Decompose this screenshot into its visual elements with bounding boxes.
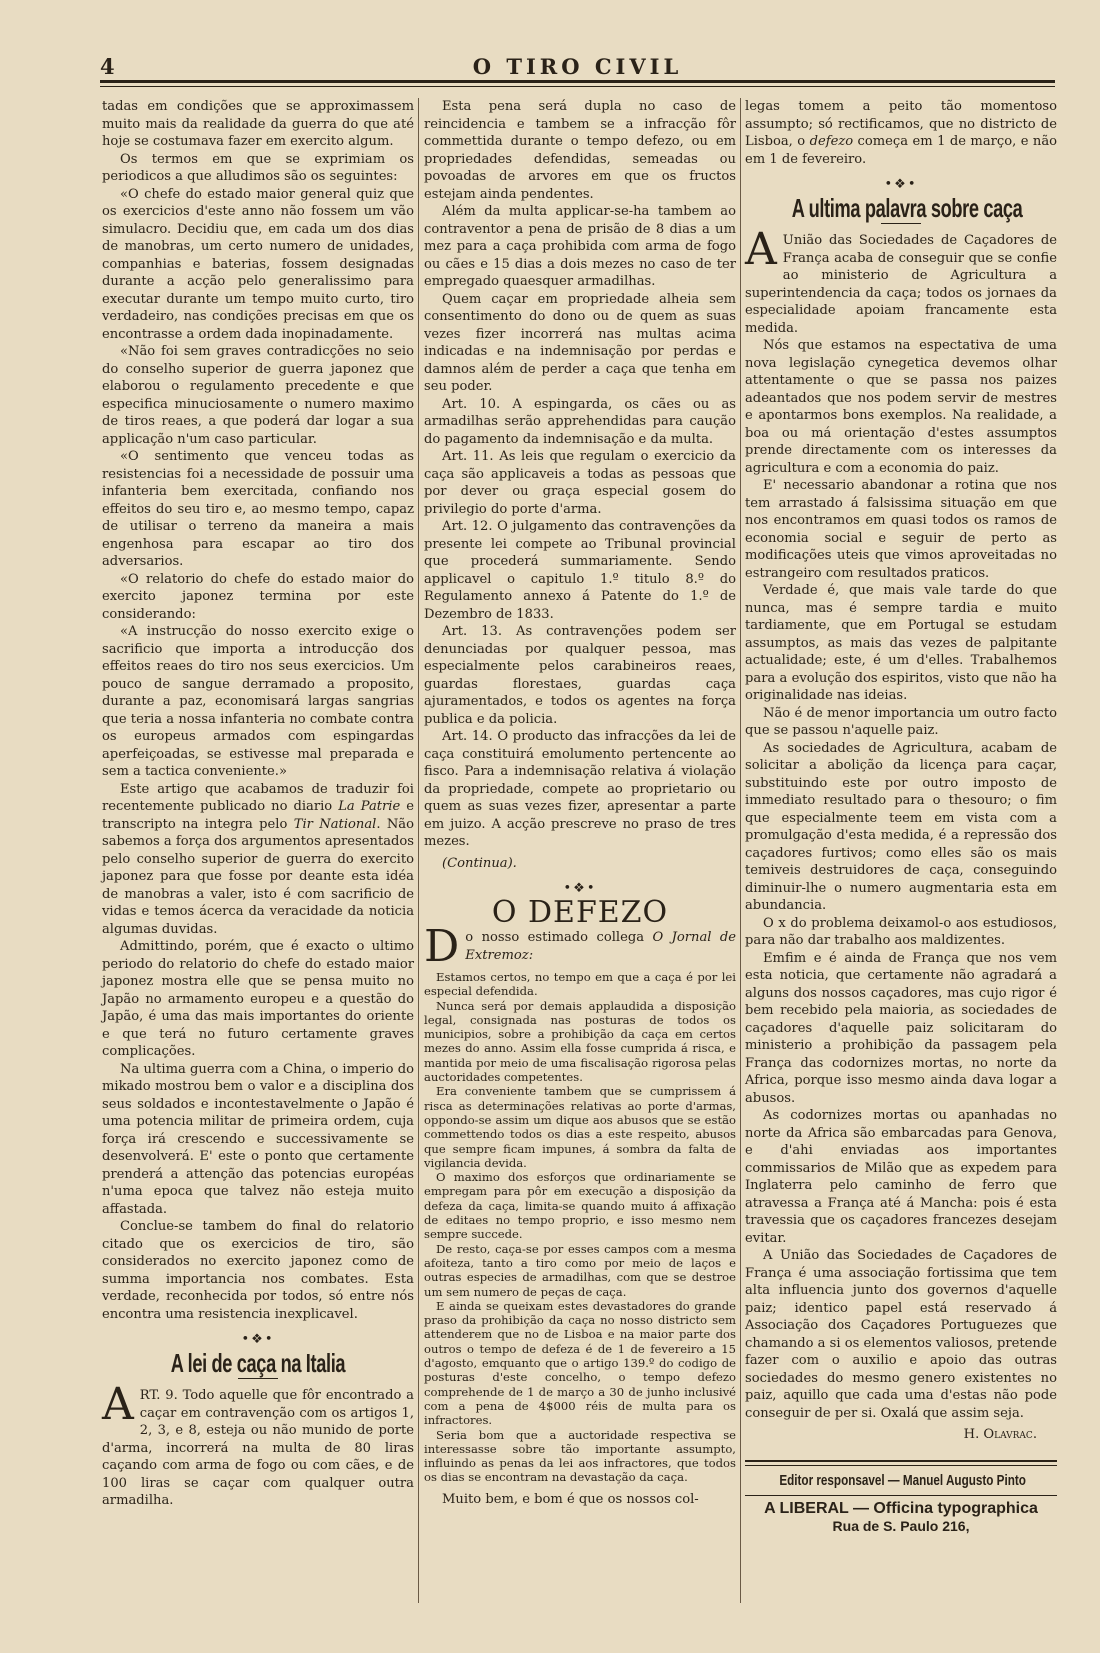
quoted-article bbox=[424, 970, 736, 1485]
paragraph: Admittindo, porém, que é exacto o ultimo periodo do relatorio do chefe do estado maior japonez mostra elle que se pensa muito no Japão no armamento europeu e a questão do Japão, é uma das mais importantes do oriente e que terá no futuro certamente graves complicações. bbox=[102, 939, 414, 1059]
paragraph: E' necessario abandonar a rotina que nos tem arrastado á falsissima situação em que nos encontramos em quasi todos os ramos de economia social e seguir de perto as modificações uteis que vimos aproveitadas no estrangeiro com resultados praticos. bbox=[745, 478, 1057, 581]
text: Este artigo que acabamos de traduzir foi recentemente publicado no diario bbox=[102, 781, 414, 814]
drop-cap: D bbox=[424, 921, 460, 972]
paragraph: O x do problema deixamol-o aos estudiosos, para não dar trabalho aos maldizentes. bbox=[745, 915, 1057, 948]
text: União das Sociedades de Caçadores de França acaba de conseguir que se confie ao ministerio de Agricultura a superintendencia da caça; todos os jornaes da especialidade apoiam francamente esta medida. bbox=[745, 233, 1057, 336]
paragraph: «O relatorio do chefe do estado maior do exercito japonez termina por este considerando: bbox=[102, 571, 414, 622]
title-rule bbox=[881, 223, 921, 224]
publication-name: O Jornal de Extremoz: bbox=[465, 930, 736, 963]
title-rule bbox=[238, 1378, 278, 1379]
article-9 bbox=[102, 1379, 414, 1510]
page-header bbox=[100, 52, 1055, 82]
paragraph: As sociedades de Agricultura, acabam de solicitar a abolição da licença para caçar, substituindo este por outro imposto de immediato resultado para o thesouro; o fim que especialmente teem em vista com a promulgação d'esta medida, é a repressão dos caçadores furtivos; como elles são os mais temiveis destruidores de caça, conseguindo diminuir-lhe o numero augmentaria esta em abundancia. bbox=[745, 740, 1057, 913]
paragraph: Art. 13. As contravenções podem ser denunciadas por qualquer pessoa, mas especialmente pelos carabineiros reaes, guardas florestaes, guardas caça ajuramentados, e todos os agentes na força publica e da policia. bbox=[424, 624, 736, 727]
printer-line: A LIBERAL — Officina typographica bbox=[764, 1500, 1038, 1517]
paragraph: Esta pena será dupla no caso de reincidencia e tambem se a infracção fôr commettida durante o tempo defezo, ou em propriedades defendidas, semeadas ou povoadas de arvores em que os fructos estejam ainda pendentes. bbox=[424, 99, 736, 202]
page-number: 4 bbox=[100, 54, 115, 79]
paragraph: Quem caçar em propriedade alheia sem consentimento do dono ou de quem as suas vezes fizer incorrerá nas multas acima indicadas e na indemnisação por perdas e damnos além de perder a caça que tenha em seu poder. bbox=[424, 291, 736, 394]
drop-cap: A bbox=[745, 224, 777, 275]
text: . Não sabemos a força dos argumentos apresentados pelo conselho superior de guerra do exercito japonez para que fosse por deante esta idéa de manobras a valer, isto é com sacrificio de vidas e temos ácerca da veracidade da noticia algumas duvidas. bbox=[102, 816, 414, 937]
column-1 bbox=[102, 98, 414, 1510]
paragraph: tadas em condições que se approximassem muito mais da realidade da guerra do que até hoje se costumava fazer em exercito algum. bbox=[102, 99, 414, 149]
ornament-divider: •❖• bbox=[884, 177, 918, 192]
paragraph: Não é de menor importancia um outro facto que se passou n'aquelle paiz. bbox=[745, 705, 1057, 738]
column-divider-2 bbox=[740, 98, 741, 1603]
paragraph: Nós que estamos na espectativa de uma nova legislação cynegetica devemos olhar attentamente o que se passa nos paizes adeantados que nos podem servir de mestres e apontarmos bons exemplos. Na realidade, a boa ou má orientação d'estes assumptos prende directamente com os interesses da agricultura e com a economia do paiz. bbox=[745, 338, 1057, 476]
paragraph: Verdade é, que mais vale tarde do que nunca, mas é sempre tardia e muito tardiamente, que em Portugal se estudam assumptos, as mais das vezes de palpitante actualidade; este, é um d'elles. Trabalhemos para a evolução dos espiritos, visto que não ha originalidade nas ideias. bbox=[745, 583, 1057, 703]
column-3 bbox=[745, 98, 1057, 1535]
emphasis: defezo bbox=[809, 134, 854, 149]
header-rule-thin bbox=[100, 86, 1055, 87]
paragraph: O maximo dos esforços que ordinariamente se empregam para pôr em execução a disposição da defeza da caça, limita-se quando muito á affixação de editaes no tempo proprio, e isso mesmo nem sempre succede. bbox=[424, 1170, 736, 1242]
ornament-divider: •❖• bbox=[241, 1332, 275, 1347]
drop-cap: A bbox=[102, 1379, 134, 1430]
paragraph bbox=[102, 781, 414, 939]
paragraph: Na ultima guerra com a China, o imperio do mikado mostrou bem o valor e a disciplina dos seus soldados e incontestavelmente o Japão é uma potencia militar de primeira ordem, cuja força irá crescendo e successivamente se desenvolverá. E' este o ponto que certamente prenderá a attenção das potencias européas n'uma epoca que talvez não esteja muito affastada. bbox=[102, 1061, 414, 1217]
author-signature: H. Olavrac. bbox=[963, 1427, 1037, 1442]
footer-rule-thin bbox=[745, 1465, 1057, 1466]
section-title: A lei de caça na Italia bbox=[170, 1347, 346, 1378]
publication-name: Tir National bbox=[293, 816, 377, 832]
ornament-divider: •❖• bbox=[563, 881, 597, 896]
paragraph: Além da multa applicar-se-ha tambem ao contraventor a pena de prisão de 8 dias a um mez para a caça prohibida com arma de fogo ou cães e 15 dias a dois mezes no caso de ter empregado quaesquer armadilhas. bbox=[424, 204, 736, 289]
paragraph: As codornizes mortas ou apanhadas no norte da Africa são embarcadas para Genova, e d'ahi enviadas aos importantes commissarios de Milão que as expedem para Inglaterra pelo caminho de ferro que atravessa a França até á Mancha: pois é esta travessia que os caçadores francezes desejam evitar. bbox=[745, 1108, 1057, 1246]
paragraph: «O sentimento que venceu todas as resistencias foi a necessidade de possuir uma infanteria bem exercitada, confiando nos effeitos do seu tiro e, ao mesmo tempo, capaz de utilisar o terreno da maneira a mais engenhosa para escapar ao tiro dos adversarios. bbox=[102, 449, 414, 569]
paragraph: «Não foi sem graves contradicções no seio do conselho superior de guerra japonez que elaborou o regulamento precedente e que especifica minuciosamente o numero maximo de tiros reaes, a que poderá dar logar a sua applicação n'um caso particular. bbox=[102, 344, 414, 447]
text: legas tomem a peito tão momentoso assumpto; só rectificamos, que no districto de Lisboa, o bbox=[745, 99, 1057, 149]
paragraph: Estamos certos, no tempo em que a caça é por lei especial defendida. bbox=[424, 970, 736, 999]
footer-rule bbox=[745, 1460, 1057, 1462]
column-divider-1 bbox=[418, 98, 419, 1603]
newspaper-title: O TIRO CIVIL bbox=[472, 54, 683, 79]
printer-address: Rua de S. Paulo 216, bbox=[832, 1517, 970, 1534]
paragraph: Art. 12. O julgamento das contravenções da presente lei compete ao Tribunal provincial que procederá summariamente. Sendo applicavel o capitulo 1.º titulo 8.º do Regulamento annexo á Patente do 1.º de Dezembro de 1833. bbox=[424, 519, 736, 622]
paragraph: De resto, caça-se por esses campos com a mesma afoiteza, tanto a tiro como por meio de laços e outras especies de armadilhas, com que se destroe um sem numero de peças de caça. bbox=[424, 1241, 736, 1299]
editor-rule bbox=[745, 1495, 1057, 1496]
paragraph: Nunca será por demais applaudida a disposição legal, consignada nas posturas de todos os municipios, sobre a prohibição da caça em certos mezes do anno. Assim ella fosse cumprida á risca, e mantida por meio de uma fiscalisação rigorosa pelas auctoridades competentes. bbox=[424, 998, 736, 1085]
column-2 bbox=[424, 98, 736, 1508]
continued-note: (Continua). bbox=[442, 855, 517, 871]
paragraph bbox=[745, 224, 1057, 337]
text: RT. 9. Todo aquelle que fôr encontrado a caçar em contravenção com os artigos 1, 2, 3, e 8, esteja ou não munido de porte d'arma, incorrerá na multa de 80 liras caçando com arma de fogo ou com cães, e de 100 liras se caçar com qualquer outra armadilha. bbox=[102, 1388, 414, 1508]
section-title: A ultima palavra sobre caça bbox=[791, 192, 1023, 223]
paragraph: Art. 11. As leis que regulam o exercicio da caça são applicaveis a todas as pessoas que por dever ou graça especial gosem do privilegio do porte d'arma. bbox=[424, 449, 736, 517]
paragraph bbox=[745, 98, 1057, 168]
text: começa em 1 de março, e não em 1 de fevereiro. bbox=[745, 134, 1058, 167]
paragraph: Art. 10. A espingarda, os cães ou as armadilhas serão apprehendidas para caução do pagamento da indemnisação e da multa. bbox=[424, 396, 736, 447]
intro bbox=[424, 921, 736, 972]
text: o nosso estimado collega bbox=[465, 930, 653, 945]
publication-name: La Patrie bbox=[338, 799, 401, 814]
text: e transcripto na integra pelo bbox=[102, 799, 414, 832]
paragraph: Muito bem, e bom é que os nossos col- bbox=[442, 1491, 699, 1507]
header-rule-thick bbox=[100, 80, 1055, 83]
paragraph: A União das Sociedades de Caçadores de França é uma associação fortissima que tem alta influencia junto dos governos d'aquelle paiz; identico papel está reservado á Associação dos Caçadores Portuguezes que chamando a si os elementos valiosos, pretende fazer com o auxilio e apoio das outras sociedades do mesmo genero existentes no paiz, aquillo que cada uma d'estas não pode conseguir de per si. Oxalá que assim seja. bbox=[745, 1248, 1057, 1421]
paragraph: Art. 14. O producto das infracções da lei de caça constituirá emolumento pertencente ao fisco. Para a indemnisação relativa á violação da propriedade, compete ao proprietario ou quem as suas vezes fizer, apresentar a parte em juizo. A acção prescreve no praso de tres mezes. bbox=[424, 729, 736, 849]
paragraph: Emfim e é ainda de França que nos vem esta noticia, que certamente não agradará a alguns dos nossos caçadores, mas cujo rigor é bem recebido pela maioria, as sociedades de caçadores d'aquelle paiz solicitaram do ministerio a prohibição da passagem pela França das codornizes mortas, no norte da Africa, porque isso mesmo ainda dava logar a abusos. bbox=[745, 950, 1057, 1106]
section-title: O DEFEZO bbox=[491, 894, 669, 930]
paragraph: «O chefe do estado maior general quiz que os exercicios d'este anno não fossem um vão simulacro. Decidiu que, em cada um dos dias de manobras, um certo numero de unidades, companhias e baterias, fossem designadas durante a acção pelo generalissimo para executar durante um tempo muito curto, tiro verdadeiro, nas condições precisas em que os encontrasse a ordem dada inopinadamente. bbox=[102, 186, 414, 342]
paragraph: E ainda se queixam estes devastadores do grande praso da prohibição da caça no nosso districto sem attenderem que no de Lisboa e na maior parte dos outros o tempo de defeza é de 1 de fevereiro a 15 d'agosto, emquanto que o artigo 139.º do codigo de posturas d'este concelho, o tempo defezo comprehende de 1 de março a 30 de junho inclusivé com a pena de 4$000 réis de multa para os infractores. bbox=[424, 1298, 736, 1428]
paragraph: Os termos em que se exprimiam os periodicos a que alludimos são os seguintes: bbox=[102, 151, 414, 184]
paragraph: «A instrucção do nosso exercito exige o sacrificio que importa a introducção dos effeitos reaes do tiro nos seus exercicios. Um pouco de sangue derramado a proposito, durante a paz, economisará largas sangrias que teria a nossa infanteria no combate contra os europeus armados com espingardas aperfeiçoadas, se estivesse mal preparada e sem a tactica conveniente.» bbox=[102, 624, 414, 779]
paragraph: Seria bom que a auctoridade respectiva se interessasse sobre tão importante assumpto, influindo as penas da lei aos infractores, que todos os dias se encontram na devastação da caça. bbox=[424, 1427, 736, 1485]
paragraph: Era conveniente tambem que se cumprissem á risca as determinações relativas ao porte d'armas, oppondo-se assim um dique aos abusos que se estão commettendo todos os dias a este respeito, abusos que sempre ficam impunes, á sombra da falta de vigilancia devida. bbox=[424, 1084, 736, 1170]
paragraph: Conclue-se tambem do final do relatorio citado que os exercicios de tiro, são considerados no exercito japonez como de summa importancia nos combates. Esta verdade, reconhecida por todos, só entre nós encontra uma resistencia inexplicavel. bbox=[102, 1219, 414, 1322]
editor-line: Editor responsavel — Manuel Augusto Pinto bbox=[779, 1471, 1026, 1489]
